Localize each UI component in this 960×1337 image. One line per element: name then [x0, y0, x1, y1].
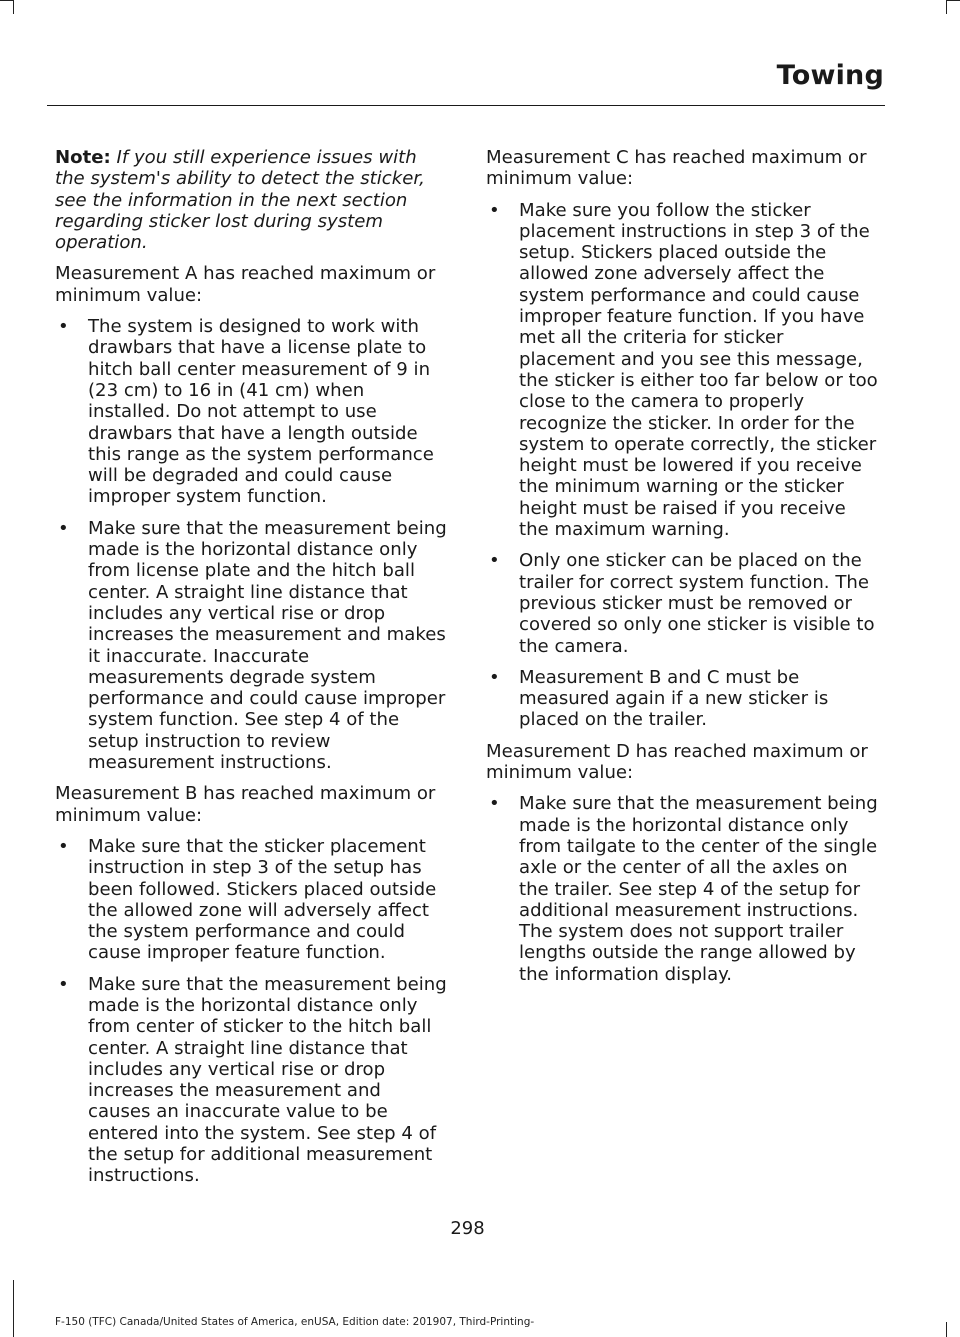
crop-mark: [0, 0, 13, 1]
page-title: Towing: [776, 60, 884, 91]
crop-mark: [946, 0, 960, 1]
bullet-icon: •: [58, 316, 69, 338]
bullet-icon: •: [58, 973, 69, 995]
bullet-list: [486, 200, 879, 731]
list-item-text: Make sure that the measurement being made is the horizontal distance only from tailgate to the center of the single axle or the center of all the axles on the trailer. See step 4 of the setup for additional measurement instructions. The system does not support trailer lengths outside the range allowed by the information display.: [519, 793, 878, 985]
note-paragraph: [55, 147, 448, 253]
section-heading: Measurement A has reached maximum or minimum value:: [55, 263, 436, 306]
crop-mark: [13, 0, 14, 14]
right-column: [486, 147, 879, 995]
section-heading: Measurement D has reached maximum or minimum value:: [486, 740, 868, 784]
crop-mark: [946, 1322, 947, 1337]
list-item: [486, 550, 879, 656]
list-item: [486, 793, 879, 985]
bullet-icon: •: [58, 517, 69, 539]
section-heading: Measurement C has reached maximum or minimum value:: [486, 147, 867, 190]
note-text: If you still experience issues with the system's ability to detect the sticker, see the information in the next section regarding sticker lost during system operation.: [55, 147, 425, 254]
bullet-icon: •: [489, 793, 500, 815]
bullet-icon: •: [58, 835, 69, 857]
list-item-text: Make sure that the sticker placement instruction in step 3 of the setup has been followed. Stickers placed outside the allowed zone will adversely affect the system performance and could cause improper feature function.: [88, 835, 437, 964]
list-item: [55, 316, 448, 508]
bullet-icon: •: [489, 550, 500, 572]
list-item: [55, 518, 448, 774]
list-item-text: Make sure you follow the sticker placement instructions in step 3 of the setup. Stickers placed outside the allowed zone adversely affect the system performance and could cause improper feature function. If you have met all the criteria for sticker placement and you see this message, the sticker is either too far below or too close to the camera to properly recognize the sticker. In order for the system to operate correctly, the sticker height must be lowered if you receive the minimum warning or the sticker height must be raised if you receive the maximum warning.: [519, 199, 878, 541]
footer-text: F-150 (TFC) Canada/United States of America, enUSA, Edition date: 201907, Third-Printing-: [55, 1316, 535, 1328]
crop-mark: [946, 0, 947, 14]
bullet-list: [55, 316, 448, 773]
list-item-text: Make sure that the measurement being made is the horizontal distance only from license plate and the hitch ball center. A straight line distance that includes any vertical rise or drop increases the measurement and makes it inaccurate. Inaccurate measurements degrade system performance and could cause improper system function. See step 4 of the setup instruction to review measurement instructions.: [88, 517, 447, 774]
list-item-text: The system is designed to work with drawbars that have a license plate to hitch ball center measurement of 9 in (23 cm) to 16 in (41 cm) when installed. Do not attempt to use drawbars that have a length outside this range as the system performance will be degraded and could cause improper system function.: [88, 316, 434, 508]
list-item-text: Only one sticker can be placed on the trailer for correct system function. The previous sticker must be removed or covered so only one sticker is visible to the camera.: [519, 550, 875, 657]
list-item: [486, 200, 879, 541]
bullet-list: [486, 793, 879, 985]
bullet-icon: •: [489, 666, 500, 688]
list-item: [55, 836, 448, 964]
list-item-text: Measurement B and C must be measured again if a new sticker is placed on the trailer.: [519, 666, 829, 731]
section-heading: Measurement B has reached maximum or minimum value:: [55, 783, 436, 826]
crop-mark: [13, 1280, 14, 1337]
list-item-text: Make sure that the measurement being made is the horizontal distance only from center of sticker to the hitch ball center. A straight line distance that includes any vertical rise or drop increases the measurement and causes an inaccurate value to be entered into the system. See step 4 of the setup for additional measurement instructions.: [88, 973, 447, 1187]
page-number: 298: [450, 1218, 485, 1239]
note-label: Note:: [55, 147, 111, 168]
bullet-icon: •: [489, 199, 500, 221]
bullet-list: [55, 836, 448, 1187]
list-item: [486, 667, 879, 731]
header-divider: [47, 105, 885, 106]
list-item: [55, 974, 448, 1187]
left-column: [55, 147, 448, 1197]
